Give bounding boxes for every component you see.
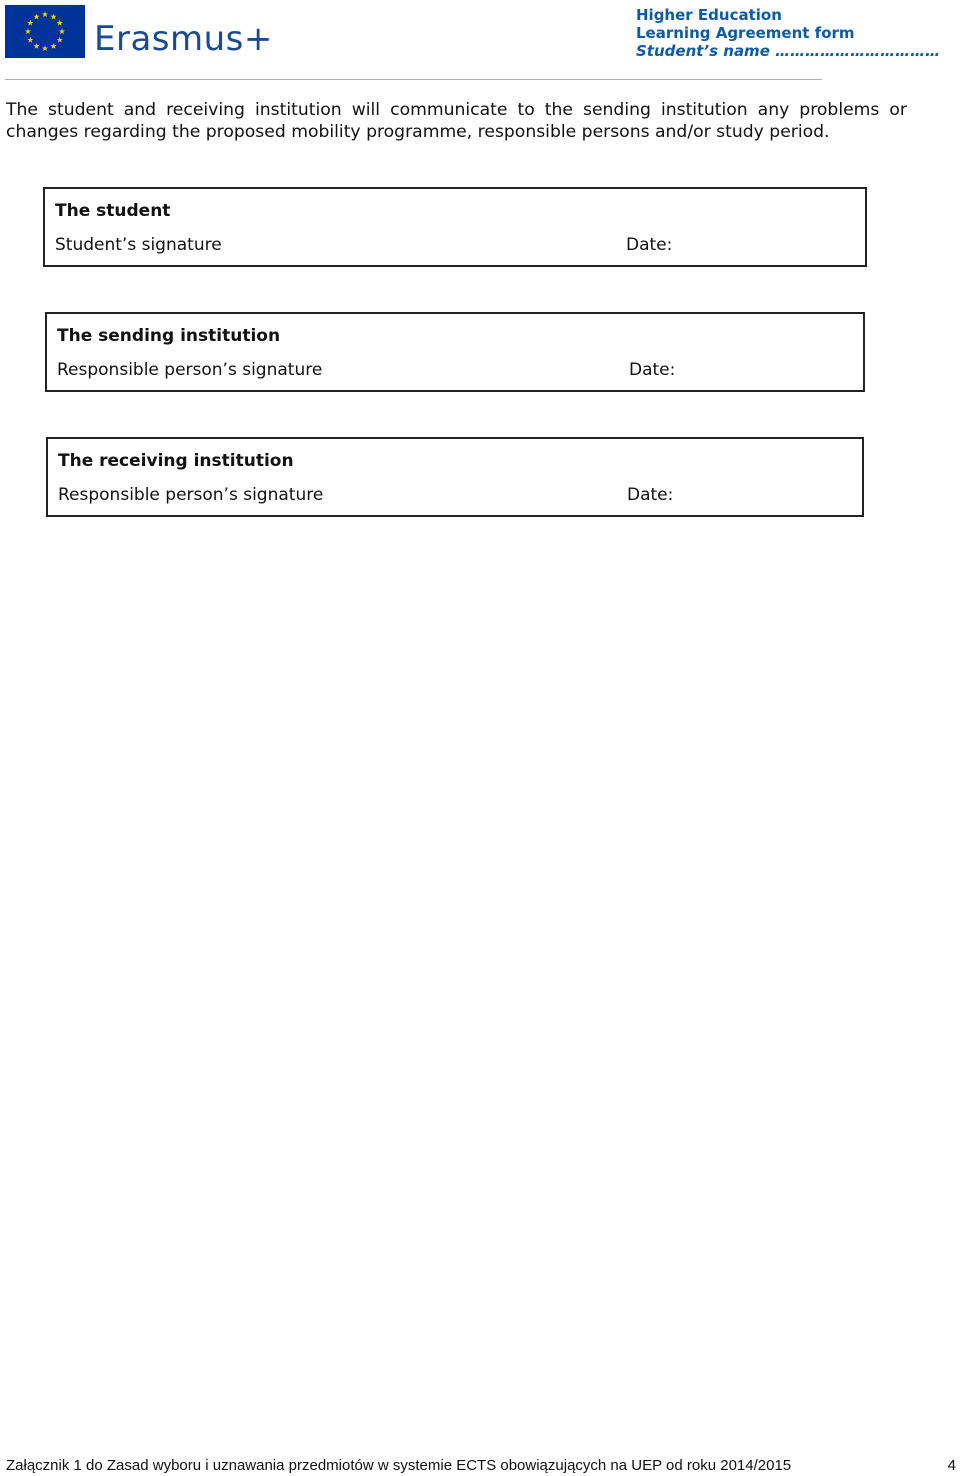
- header-student-name: Student’s name ……………………………: [636, 42, 941, 60]
- student-box-title: The student: [55, 201, 171, 221]
- sending-date-label: Date:: [629, 360, 676, 380]
- document-header: [636, 6, 940, 60]
- page-number: 4: [947, 1457, 956, 1474]
- sending-signature-label: Responsible person’s signature: [57, 360, 323, 380]
- receiving-box-title: The receiving institution: [58, 451, 294, 471]
- sending-institution-signature-box: [45, 312, 865, 392]
- header-divider: [5, 79, 822, 80]
- header-programme: Higher Education: [636, 6, 782, 24]
- receiving-institution-signature-box: [46, 437, 864, 517]
- header-form-title: Learning Agreement form: [636, 24, 855, 42]
- sending-box-title: The sending institution: [57, 326, 281, 346]
- receiving-signature-label: Responsible person’s signature: [58, 485, 324, 505]
- student-date-label: Date:: [626, 235, 673, 255]
- receiving-date-label: Date:: [627, 485, 674, 505]
- erasmus-logo-text: Erasmus+: [94, 19, 273, 59]
- page-footer: [6, 1457, 956, 1475]
- eu-flag-logo: [5, 5, 85, 58]
- footer-text: Załącznik 1 do Zasad wyboru i uznawania przedmiotów w systemie ECTS obowiązujących na UEP od roku 2014/2015: [6, 1457, 792, 1474]
- student-signature-box: [43, 187, 867, 267]
- student-signature-label: Student’s signature: [55, 235, 222, 255]
- intro-paragraph: The student and receiving institution will communicate to the sending institution any problems or changes regarding the proposed mobility programme, responsible persons and/or study period.: [6, 100, 907, 142]
